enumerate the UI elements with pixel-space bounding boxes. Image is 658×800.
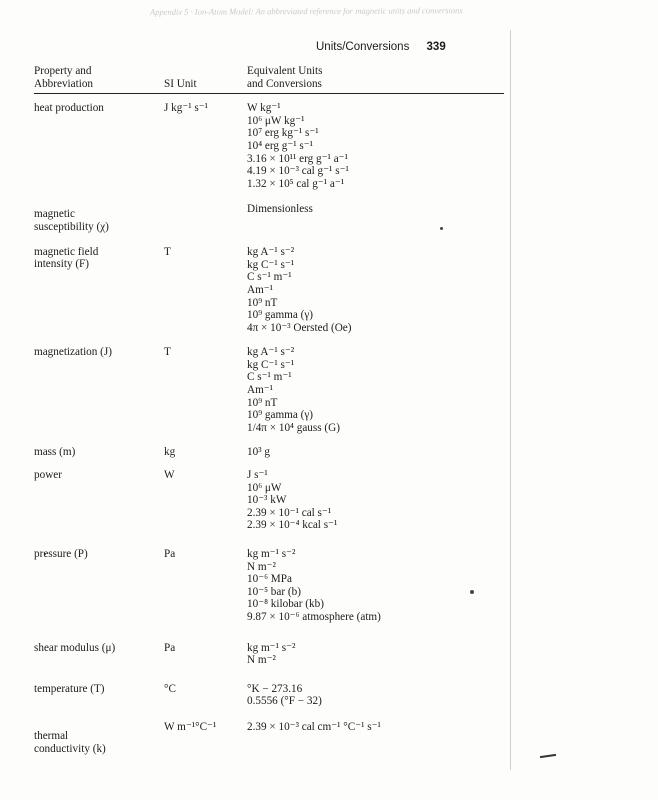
conversions-cell <box>247 667 504 708</box>
conversions-cell <box>247 624 504 667</box>
conversion-line: N m⁻² <box>247 560 276 573</box>
conversion-line: 10⁹ gamma (γ) <box>247 309 314 322</box>
si-unit-cell: Pa <box>164 641 176 654</box>
property-cell: power <box>34 469 62 482</box>
si-unit-cell: W <box>164 469 175 482</box>
conversion-line: 4π × 10⁻³ Oersted (Oe) <box>247 321 352 334</box>
table-row <box>34 234 504 335</box>
conversion-line: 0.5556 (°F − 32) <box>247 695 322 708</box>
conversion-line: kg A⁻¹ s⁻² <box>247 246 295 259</box>
conversion-line: kg C⁻¹ s⁻¹ <box>247 358 295 371</box>
si-unit-cell: Pa <box>164 548 176 560</box>
si-unit-cell: T <box>164 246 171 259</box>
units-conversion-table <box>34 61 504 755</box>
conversion-line: Dimensionless <box>247 202 313 215</box>
table-row <box>34 334 504 434</box>
col-header-si: SI Unit <box>164 61 247 94</box>
page-edge-line <box>510 30 511 770</box>
property-cell: mass (m) <box>34 446 76 459</box>
table-row <box>34 532 504 624</box>
conversion-line: °K − 273.16 <box>247 682 303 695</box>
conversion-line: 2.39 × 10⁻¹ cal s⁻¹ <box>247 506 332 519</box>
bleed-through-text: Appendix 5 · Ion-Atom Model: An abbreviated reference for magnetic units and conversions <box>149 5 463 17</box>
conversions-cell <box>247 190 504 233</box>
table-row <box>34 459 504 532</box>
si-unit-cell <box>164 190 247 233</box>
conversion-line: 1/4π × 10⁴ gauss (G) <box>247 421 340 434</box>
property-cell: magnetic susceptibility (χ) <box>34 208 109 233</box>
conversion-line: kg m⁻¹ s⁻² <box>247 548 296 560</box>
property-cell: shear modulus (μ) <box>34 641 116 654</box>
conversions-cell <box>247 532 504 624</box>
property-cell: magnetic field intensity (F) <box>34 245 99 271</box>
conversion-line: C s⁻¹ m⁻¹ <box>247 271 292 284</box>
property-cell: pressure (P) <box>34 548 88 560</box>
header-title: Units/Conversions <box>316 41 410 53</box>
page-number: 339 <box>426 41 446 53</box>
conversion-line: 2.39 × 10⁻⁴ kcal s⁻¹ <box>247 519 338 532</box>
conversions-cell <box>247 234 504 335</box>
conversion-line: 10³ g <box>247 446 270 459</box>
conversion-line: 1.32 × 10⁵ cal g⁻¹ a⁻¹ <box>247 177 345 190</box>
conversion-line: 10⁶ μW kg⁻¹ <box>247 114 305 127</box>
conversion-line: 10⁴ erg g⁻¹ s⁻¹ <box>247 139 314 152</box>
property-cell: magnetization (J) <box>34 346 112 359</box>
conversion-line: kg A⁻¹ s⁻² <box>247 346 295 359</box>
conversions-cell <box>247 334 504 434</box>
conversion-line: 10⁷ erg kg⁻¹ s⁻¹ <box>247 127 319 140</box>
si-unit-cell: T <box>164 346 171 359</box>
table-row <box>34 624 504 667</box>
conversion-line: 2.39 × 10⁻³ cal cm⁻¹ °C⁻¹ s⁻¹ <box>247 720 381 733</box>
property-cell: temperature (T) <box>34 682 105 695</box>
property-cell: heat production <box>34 102 104 115</box>
ink-mark <box>540 754 556 758</box>
conversion-line: J s⁻¹ <box>247 469 268 482</box>
conversion-line: kg m⁻¹ s⁻² <box>247 641 296 654</box>
conversion-line: 9.87 × 10⁻⁶ atmosphere (atm) <box>247 610 381 623</box>
conversion-line: C s⁻¹ m⁻¹ <box>247 371 292 384</box>
si-unit-cell: J kg⁻¹ s⁻¹ <box>164 102 209 115</box>
conversion-line: W kg⁻¹ <box>247 102 281 115</box>
conversion-line: 3.16 × 10¹¹ erg g⁻¹ a⁻¹ <box>247 152 348 165</box>
conversion-line: 10⁶ μW <box>247 481 282 494</box>
conversion-line: 10⁻³ kW <box>247 494 287 507</box>
conversion-line: 10⁹ gamma (γ) <box>247 409 314 422</box>
si-unit-cell: °C <box>164 682 176 695</box>
running-header <box>316 41 446 53</box>
property-cell: thermal conductivity (k) <box>34 729 106 755</box>
table-header-row <box>34 61 504 94</box>
table-row <box>34 667 504 708</box>
col-header-property: Property and Abbreviation <box>34 61 164 94</box>
conversion-line: 10⁹ nT <box>247 296 278 309</box>
conversion-line: Am⁻¹ <box>247 384 274 397</box>
conversion-line: N m⁻² <box>247 654 276 667</box>
si-unit-cell: kg <box>164 446 176 459</box>
table-row <box>34 190 504 233</box>
conversion-line: 10⁻⁵ bar (b) <box>247 585 301 598</box>
conversions-cell <box>247 434 504 459</box>
conversion-line: 10⁻⁸ kilobar (kb) <box>247 598 324 611</box>
conversions-cell <box>247 708 504 755</box>
table-row <box>34 708 504 755</box>
si-unit-cell: W m⁻¹°C⁻¹ <box>164 720 217 733</box>
conversions-cell <box>247 94 504 191</box>
conversions-cell <box>247 459 504 532</box>
conversion-line: Am⁻¹ <box>247 283 274 296</box>
table-row <box>34 434 504 459</box>
conversion-line: kg C⁻¹ s⁻¹ <box>247 258 295 271</box>
conversion-line: 10⁹ nT <box>247 396 278 409</box>
conversion-line: 4.19 × 10⁻³ cal g⁻¹ s⁻¹ <box>247 165 349 178</box>
conversion-line: 10⁻⁶ MPa <box>247 573 292 586</box>
table-row <box>34 94 504 191</box>
col-header-equiv: Equivalent Units and Conversions <box>247 61 504 94</box>
